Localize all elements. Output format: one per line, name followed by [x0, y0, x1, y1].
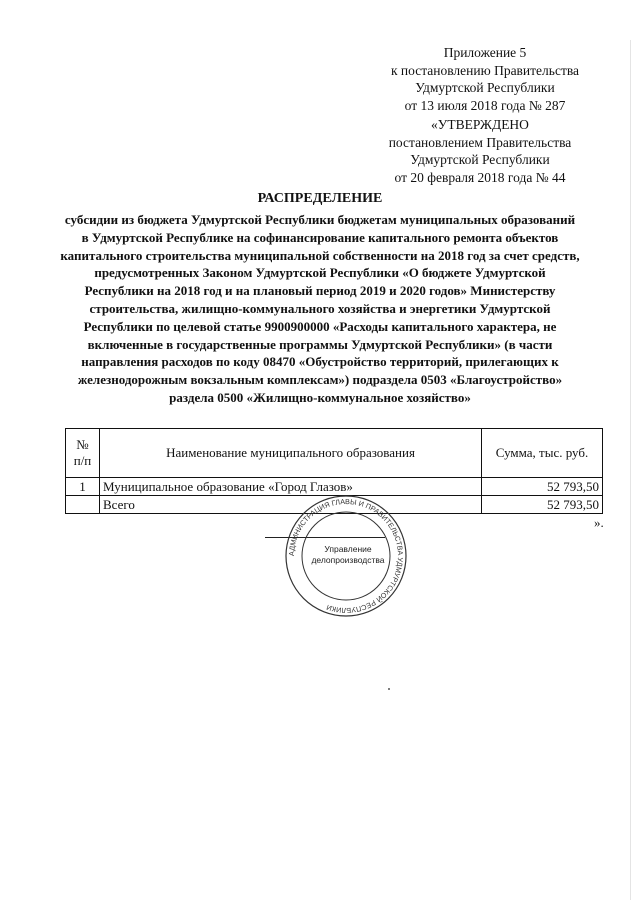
page-edge-line — [630, 40, 631, 900]
row-number: 1 — [66, 478, 100, 496]
header-number-abbr: п/п — [73, 453, 92, 468]
document-heading: РАСПРЕДЕЛЕНИЕ — [257, 191, 383, 206]
subject-line: направления расходов по коду 08470 «Обустройство территорий, прилегающих к — [81, 354, 559, 370]
annex-ref: к постановлению Правительства — [390, 62, 580, 78]
table-header-row — [66, 429, 603, 478]
header-sum: Сумма, тыс. руб. — [482, 429, 603, 478]
stamp-ring-textpath: АДМИНИСТРАЦИЯ ГЛАВЫ И ПРАВИТЕЛЬСТВА УДМУРТСКОЙ РЕСПУБЛИКИ — [286, 496, 406, 616]
total-number — [66, 496, 100, 514]
header-name: Наименование муниципального образования — [100, 429, 482, 478]
annex-date: от 13 июля 2018 года № 287 — [404, 97, 566, 113]
header-number-sign: № — [76, 437, 89, 452]
approval-heading: «УТВЕРЖДЕНО — [431, 117, 529, 132]
approval-ref: постановлением Правительства — [388, 134, 572, 150]
subject-line: Республики на 2018 год и на плановый период 2019 и 2020 годов» Министерству — [84, 283, 556, 299]
subject-line: раздела 0500 «Жилищно-коммунальное хозяйство» — [169, 389, 471, 405]
subject-line: Республики по целевой статье 9900900000 «Расходы капитального характера, не — [83, 318, 557, 334]
stray-mark — [388, 688, 390, 690]
annex-block — [370, 44, 600, 114]
stamp-center-line2: делопроизводства — [311, 555, 385, 565]
row-sum: 52 793,50 — [482, 478, 603, 496]
approval-date: от 20 февраля 2018 года № 44 — [394, 169, 566, 185]
subject-line: железнодорожным вокзальным комплексам») подраздела 0503 «Благоустройство» — [77, 372, 563, 388]
approval-block — [350, 116, 610, 186]
approval-republic: Удмуртской Республики — [410, 152, 550, 167]
stamp-seal — [279, 494, 413, 618]
total-label: Всего — [100, 496, 482, 514]
annex-number: Приложение 5 — [443, 45, 527, 60]
annex-republic: Удмуртской Республики — [415, 80, 555, 95]
stamp-center-line1: Управление — [324, 544, 372, 554]
subject-line: субсидии из бюджета Удмуртской Республики бюджетам муниципальных образований — [64, 212, 576, 227]
header-number — [66, 429, 100, 478]
closing-quote: ». — [594, 515, 604, 530]
total-sum: 52 793,50 — [482, 496, 603, 514]
row-name: Муниципальное образование «Город Глазов» — [100, 478, 482, 496]
subject-line: включенные в государственные программы Удмуртской Республики» (в части — [87, 336, 553, 352]
subject-line: предусмотренных Законом Удмуртской Республики «О бюджете Удмуртской — [94, 265, 546, 281]
subject-line: капитального строительства муниципальной собственности на 2018 год за счет средств, — [60, 247, 580, 263]
table-row — [66, 478, 603, 496]
subject-line: строительства, жилищно-коммунального хозяйства и энергетики Удмуртской — [89, 300, 551, 316]
document-subject — [40, 211, 600, 407]
subject-line: в Удмуртской Республике на софинансирование капитального ремонта объектов — [81, 229, 559, 245]
